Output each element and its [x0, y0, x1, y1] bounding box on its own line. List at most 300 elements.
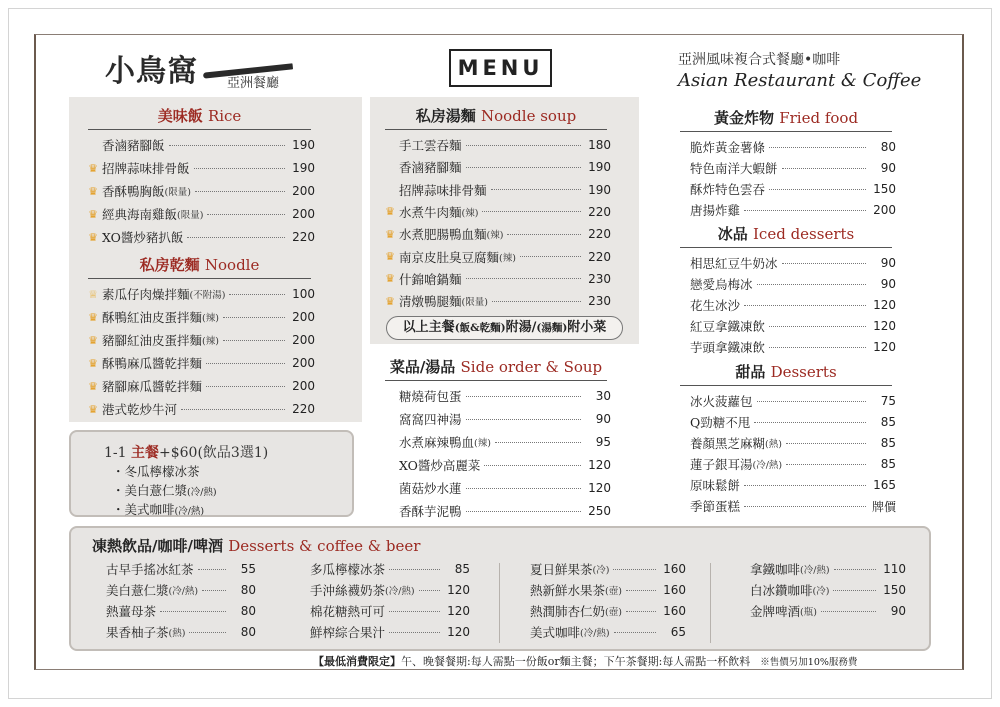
- menu-item: [92, 622, 256, 642]
- logo-sub-text: 亞洲餐廳: [227, 76, 280, 91]
- dot-leader: [786, 443, 866, 444]
- combo-option: ・冬瓜檸檬冰茶: [112, 464, 200, 479]
- dot-leader: [229, 294, 285, 295]
- menu-item-name: 特色南洋大蝦餅: [690, 161, 778, 176]
- dot-leader: [833, 590, 876, 591]
- section-title: [676, 223, 896, 244]
- menu-item: [296, 622, 470, 642]
- dot-leader: [466, 396, 581, 397]
- menu-item-price: 95: [595, 435, 611, 449]
- menu-item-price: 150: [873, 182, 896, 196]
- menu-item-price: 牌價: [871, 499, 896, 514]
- menu-item: [296, 580, 470, 600]
- dot-leader: [206, 363, 285, 364]
- menu-item: [84, 158, 315, 178]
- menu-item-note: (冷/熱): [752, 460, 783, 471]
- dot-leader: [466, 278, 581, 279]
- dot-leader: [757, 284, 866, 285]
- menu-item-price: 165: [873, 478, 896, 492]
- menu-item-name: 鮮榨綜合果汁: [310, 625, 386, 640]
- section-underline: [680, 131, 892, 132]
- crown-icon: ♛: [385, 250, 395, 263]
- menu-item-name: 什錦嗆鍋麵: [399, 271, 462, 287]
- menu-item-price: 200: [292, 184, 315, 198]
- section-title: [84, 254, 315, 275]
- dot-leader: [744, 506, 866, 507]
- menu-item-name: Q勁糖不甩: [690, 415, 751, 430]
- menu-item-price: 200: [292, 333, 315, 347]
- menu-item-name: 脆炸黃金薯條: [690, 140, 766, 155]
- menu-item: [736, 601, 906, 621]
- section-underline: [680, 247, 892, 248]
- menu-item-price: 120: [588, 458, 611, 472]
- dot-leader: [782, 263, 866, 264]
- crown-icon: ♛: [385, 272, 395, 286]
- dot-leader: [614, 632, 656, 633]
- menu-item-price: 200: [292, 356, 315, 370]
- menu-item-price: 120: [873, 340, 896, 354]
- section-title: [84, 105, 315, 126]
- menu-item: [676, 391, 896, 411]
- menu-item-price: 85: [454, 562, 470, 576]
- dot-leader: [482, 211, 581, 212]
- dot-leader: [520, 256, 581, 257]
- menu-item-price: 190: [588, 160, 611, 175]
- dot-leader: [206, 386, 285, 387]
- menu-item-name: 酥鴨麻瓜醬乾拌麵: [102, 356, 203, 371]
- menu-item-name: 手沖絲襪奶茶: [310, 583, 386, 598]
- menu-item-name: 豬腳麻瓜醬乾拌麵: [102, 379, 203, 394]
- menu-item-name: 多瓜檸檬冰茶: [310, 562, 386, 577]
- menu-item: [84, 399, 315, 419]
- menu-item-note: (冷): [812, 586, 830, 597]
- dot-leader: [189, 632, 226, 633]
- menu-item-price: 230: [588, 294, 611, 309]
- menu-item: [381, 455, 611, 475]
- menu-item-name: 豬腳紅油皮蛋拌麵: [102, 333, 203, 348]
- menu-item: [676, 475, 896, 495]
- menu-item-price: 200: [292, 207, 315, 221]
- crown-icon: ♛: [88, 207, 98, 221]
- menu-item-price: 85: [880, 436, 896, 450]
- column-divider: [710, 563, 711, 643]
- menu-item-price: 220: [588, 227, 611, 242]
- menu-item-note: (辣): [202, 336, 219, 347]
- menu-item-price: 120: [588, 481, 611, 495]
- menu-item-price: 120: [873, 298, 896, 312]
- menu-item: [84, 135, 315, 155]
- section-title-en: Noodle: [204, 256, 260, 274]
- menu-item-name: 花生冰沙: [690, 298, 741, 313]
- menu-item-name: 水煮肥腸鴨血麵: [399, 227, 487, 243]
- combo-title: 1-1 主餐+$60(飲品3選1): [104, 445, 269, 461]
- menu-item: [84, 284, 315, 304]
- menu-item-name: 果香柚子茶: [106, 625, 169, 640]
- menu-item-price: 250: [588, 504, 611, 518]
- menu-item: [676, 200, 896, 220]
- menu-item-price: 110: [883, 562, 906, 576]
- menu-item-note: (冷): [592, 565, 610, 576]
- menu-item-name: 香酥芋泥鴨: [399, 504, 462, 519]
- menu-item-price: 80: [240, 625, 256, 639]
- crown-icon: ♛: [385, 294, 395, 308]
- menu-item-name: 戀愛烏梅冰: [690, 277, 753, 292]
- menu-item-note: (辣): [474, 438, 491, 449]
- dot-leader: [466, 419, 581, 420]
- menu-item-name: 白冰鑽咖啡: [750, 583, 813, 598]
- menu-item: [92, 601, 256, 621]
- combo-option: ・美式咖啡(冷/熱): [112, 502, 205, 517]
- menu-item-note: (限量): [177, 210, 204, 221]
- menu-item-name: 經典海南雞飯: [102, 207, 178, 222]
- menu-item: [736, 580, 906, 600]
- menu-item-name: 手工雲吞麵: [399, 138, 462, 153]
- menu-item: [676, 454, 896, 474]
- section-title: [381, 105, 611, 126]
- menu-item-note: (不附湯): [189, 290, 226, 301]
- menu-item-price: 220: [588, 204, 611, 219]
- menu-item: [92, 580, 256, 600]
- menu-item-price: 120: [873, 319, 896, 333]
- menu-item-name: 清燉鴨腿麵: [399, 294, 462, 310]
- menu-item: [676, 496, 896, 516]
- menu-item-note: (辣): [499, 252, 516, 264]
- menu-item: [84, 227, 315, 247]
- crown-icon: ♛: [385, 227, 395, 241]
- menu-item-name: 香酥鴨胸飯: [102, 184, 165, 199]
- dot-leader: [466, 167, 581, 168]
- menu-item: [381, 269, 611, 289]
- menu-item-note: (瓶): [800, 607, 817, 618]
- menu-item-price: 200: [292, 310, 315, 324]
- menu-item: [676, 137, 896, 157]
- dot-leader: [491, 189, 581, 190]
- menu-item-name: 唐揚炸雞: [690, 203, 741, 218]
- menu-item: [676, 337, 896, 357]
- menu-item: [381, 432, 611, 452]
- crown-icon: ♛: [88, 310, 98, 324]
- menu-item-name: 水煮牛肉麵: [399, 204, 462, 220]
- dot-leader: [757, 401, 866, 402]
- menu-item-price: 190: [588, 182, 611, 197]
- dot-leader: [495, 442, 581, 443]
- menu-item: [516, 580, 686, 600]
- section-title-en: Iced desserts: [753, 225, 855, 243]
- menu-item: [381, 386, 611, 406]
- crown-icon: ♛: [88, 230, 98, 244]
- menu-item: [516, 601, 686, 621]
- menu-item-price: 120: [447, 625, 470, 639]
- dot-leader: [769, 147, 866, 148]
- brand-tagline-zh: 亞洲風味複合式餐廳•咖啡: [678, 52, 841, 68]
- menu-item: [676, 274, 896, 294]
- menu-item-price: 90: [880, 161, 896, 175]
- menu-item-note: (冷/熱): [580, 628, 610, 639]
- menu-item-name: 芋頭拿鐵凍飲: [690, 340, 766, 355]
- menu-item: [381, 157, 611, 177]
- dot-leader: [786, 464, 866, 465]
- menu-item: [381, 224, 611, 244]
- dot-leader: [834, 569, 876, 570]
- column-divider: [499, 563, 500, 643]
- menu-item: [92, 559, 256, 579]
- brand-tagline-en: Asian Restaurant & Coffee: [678, 70, 922, 91]
- combo-option: ・美白薏仁漿(冷/熱): [112, 483, 217, 498]
- menu-item-price: 85: [880, 415, 896, 429]
- dot-leader: [744, 210, 866, 211]
- section-title-en: Noodle soup: [481, 107, 577, 125]
- menu-item: [381, 202, 611, 222]
- dot-leader: [769, 326, 866, 327]
- menu-item: [676, 295, 896, 315]
- dot-leader: [626, 590, 656, 591]
- section-title-zh: 甜品: [735, 363, 766, 381]
- menu-item-price: 220: [292, 230, 315, 244]
- dot-leader: [160, 611, 226, 612]
- menu-item-price: 200: [873, 203, 896, 217]
- menu-item-price: 75: [880, 394, 896, 408]
- dot-leader: [187, 237, 285, 238]
- menu-item-note: (限量): [461, 297, 488, 309]
- menu-item-name: 熱新鮮水果茶: [530, 583, 606, 598]
- section-title-en: Side order & Soup: [460, 358, 603, 376]
- section-title-zh: 菜品/湯品: [389, 358, 456, 376]
- menu-item: [381, 247, 611, 267]
- menu-item-price: 65: [670, 625, 686, 639]
- dot-leader: [492, 301, 581, 302]
- dot-leader: [195, 191, 285, 192]
- dot-leader: [169, 145, 285, 146]
- menu-item-price: 230: [588, 271, 611, 286]
- menu-item-price: 190: [292, 161, 315, 175]
- menu-item-name: 古早手搖冰紅茶: [106, 562, 194, 577]
- dot-leader: [754, 422, 866, 423]
- section-title-zh: 冰品: [717, 225, 748, 243]
- menu-item-price: 220: [292, 402, 315, 416]
- crown-icon: ♛: [88, 379, 98, 393]
- menu-item: [84, 376, 315, 396]
- crown-icon: ♛: [88, 333, 98, 347]
- menu-item-price: 120: [447, 604, 470, 618]
- menu-item-note: (限量): [164, 187, 191, 198]
- section-title-zh: 美味飯: [157, 107, 203, 125]
- menu-item: [381, 501, 611, 521]
- menu-item-name: 招牌蒜味排骨麵: [399, 182, 487, 198]
- section-title-zh: 私房乾麵: [139, 256, 200, 274]
- dot-leader: [198, 569, 226, 570]
- menu-item-note: (熱): [168, 628, 186, 639]
- menu-item-name: 南京皮肚臭豆腐麵: [399, 249, 500, 265]
- dot-leader: [744, 305, 866, 306]
- menu-item-name: 養顏黑芝麻糊: [690, 436, 766, 451]
- dot-leader: [626, 611, 656, 612]
- menu-item: [516, 622, 686, 642]
- menu-item-price: 150: [883, 583, 906, 597]
- menu-item-name: 拿鐵咖啡: [750, 562, 801, 577]
- menu-item-note: (辣): [202, 313, 219, 324]
- menu-item-note: (冷/熱): [168, 586, 199, 597]
- drinks-title: 凍熱飲品/咖啡/啤酒 Desserts & coffee & beer: [92, 537, 421, 555]
- menu-item-price: 55: [240, 562, 256, 576]
- menu-item: [381, 180, 611, 200]
- menu-item-price: 190: [292, 138, 315, 152]
- menu-item-price: 100: [292, 287, 315, 301]
- menu-item: [381, 135, 611, 155]
- menu-item-name: 紅豆拿鐵凍飲: [690, 319, 766, 334]
- menu-item-price: 80: [240, 604, 256, 618]
- dot-leader: [466, 488, 581, 489]
- dot-leader: [223, 340, 285, 341]
- dot-leader: [507, 234, 581, 235]
- menu-item-name: 熱潤肺杏仁奶: [530, 604, 606, 619]
- menu-item-note: (熱): [765, 439, 782, 450]
- menu-item: [381, 478, 611, 498]
- dot-leader: [769, 347, 866, 348]
- menu-item-name: 夏日鮮果茶: [530, 562, 593, 577]
- menu-item: [296, 601, 470, 621]
- crown-icon: ♛: [88, 356, 98, 370]
- menu-item-name: 香滷豬腳飯: [102, 138, 165, 153]
- menu-item-price: 80: [240, 583, 256, 597]
- dot-leader: [769, 189, 866, 190]
- section-underline: [385, 380, 607, 381]
- menu-item: [676, 158, 896, 178]
- section-underline: [680, 385, 892, 386]
- dot-leader: [181, 409, 285, 410]
- menu-item-name: 菌菇炒水蓮: [399, 481, 462, 496]
- menu-item-note: (冷/熱): [800, 565, 830, 576]
- menu-item-name: XO醬炒高麗菜: [399, 458, 481, 473]
- crown-icon: ♕: [88, 287, 98, 301]
- menu-item-name: 季節蛋糕: [690, 499, 741, 514]
- section-title: [676, 107, 896, 128]
- dot-leader: [389, 611, 440, 612]
- logo-main-text: 小鳥窩: [105, 54, 198, 89]
- section-title-zh: 私房湯麵: [415, 107, 476, 125]
- menu-item-price: 200: [292, 379, 315, 393]
- menu-item-name: 糖燒荷包蛋: [399, 389, 462, 404]
- dot-leader: [194, 168, 285, 169]
- menu-item-price: 30: [595, 389, 611, 403]
- menu-item-name: 窩窩四神湯: [399, 412, 462, 427]
- dot-leader: [484, 465, 581, 466]
- crown-icon: ♛: [88, 402, 98, 416]
- menu-item-name: XO醬炒豬扒飯: [102, 230, 184, 245]
- section-underline: [385, 129, 607, 130]
- dot-leader: [419, 590, 440, 591]
- dot-leader: [782, 168, 866, 169]
- menu-item-name: 酥炸特色雲吞: [690, 182, 766, 197]
- menu-item-name: 香滷豬腳麵: [399, 160, 462, 176]
- menu-heading: MENU: [449, 49, 552, 87]
- menu-item-price: 180: [588, 138, 611, 152]
- section-title: [676, 361, 896, 382]
- menu-item-price: 90: [595, 412, 611, 426]
- menu-item-price: 160: [663, 562, 686, 576]
- menu-item-name: 水煮麻辣鴨血: [399, 435, 475, 450]
- restaurant-logo: [105, 52, 295, 92]
- menu-item: [84, 330, 315, 350]
- menu-item-name: 港式乾炒牛河: [102, 402, 178, 417]
- menu-item-note: (壺): [605, 607, 622, 618]
- dot-leader: [202, 590, 226, 591]
- menu-item-price: 90: [880, 256, 896, 270]
- menu-item: [676, 433, 896, 453]
- menu-item-name: 相思紅豆牛奶冰: [690, 256, 778, 271]
- crown-icon: ♛: [88, 161, 98, 175]
- menu-item: [516, 559, 686, 579]
- dot-leader: [223, 317, 285, 318]
- menu-item-price: 80: [880, 140, 896, 154]
- menu-item: [676, 316, 896, 336]
- section-title-en: Rice: [207, 107, 242, 125]
- combo-panel: [69, 430, 354, 517]
- main-course-note: 以上主餐(飯&乾麵)附湯/(湯麵)附小菜: [386, 316, 623, 340]
- menu-item-name: 酥鴨紅油皮蛋拌麵: [102, 310, 203, 325]
- menu-item: [676, 179, 896, 199]
- menu-item-name: 原味鬆餅: [690, 478, 741, 493]
- menu-item: [676, 412, 896, 432]
- dot-leader: [389, 632, 440, 633]
- menu-item-name: 金牌啤酒: [750, 604, 801, 619]
- menu-item: [676, 253, 896, 273]
- menu-item-price: 90: [890, 604, 906, 618]
- menu-item-name: 蓮子銀耳湯: [690, 457, 753, 472]
- menu-item-name: 棉花糖熱可可: [310, 604, 386, 619]
- menu-item-note: (壺): [605, 586, 622, 597]
- menu-item-name: 美式咖啡: [530, 625, 581, 640]
- menu-item: [381, 291, 611, 311]
- menu-item-name: 美白薏仁漿: [106, 583, 169, 598]
- menu-item-price: 160: [663, 604, 686, 618]
- minimum-charge-note: 【最低消費限定】午、晚餐餐期:每人需點一份飯or麵主餐；下午茶餐期:每人需點一杯飲料 ※售價另加10%服務費: [313, 655, 858, 668]
- menu-item: [84, 204, 315, 224]
- menu-item: [296, 559, 470, 579]
- menu-item: [381, 409, 611, 429]
- menu-item-price: 90: [880, 277, 896, 291]
- menu-item-name: 冰火菠蘿包: [690, 394, 753, 409]
- dot-leader: [466, 511, 581, 512]
- section-title-en: Fried food: [779, 109, 859, 127]
- dot-leader: [389, 569, 440, 570]
- dot-leader: [613, 569, 656, 570]
- menu-item-price: 120: [447, 583, 470, 597]
- dot-leader: [744, 485, 866, 486]
- menu-item-note: (辣): [486, 230, 504, 242]
- menu-item: [84, 181, 315, 201]
- section-title-zh: 黃金炸物: [713, 109, 774, 127]
- menu-item: [736, 559, 906, 579]
- section-title-en: Desserts: [770, 363, 837, 381]
- section-underline: [88, 278, 311, 279]
- menu-item-price: 220: [588, 249, 611, 264]
- menu-item-note: (辣): [461, 207, 479, 219]
- dot-leader: [821, 611, 876, 612]
- menu-item: [84, 307, 315, 327]
- menu-item-price: 160: [663, 583, 686, 597]
- crown-icon: ♛: [88, 184, 98, 198]
- menu-item-price: 85: [880, 457, 896, 471]
- menu-item-name: 熱薑母茶: [106, 604, 157, 619]
- dot-leader: [207, 214, 285, 215]
- menu-item-name: 素瓜仔肉燥拌麵: [102, 287, 190, 302]
- crown-icon: ♛: [385, 205, 395, 219]
- menu-item-note: (冷/熱): [385, 586, 415, 597]
- dot-leader: [466, 145, 581, 146]
- section-title: [381, 356, 611, 377]
- menu-item-name: 招牌蒜味排骨飯: [102, 161, 190, 176]
- menu-item: [84, 353, 315, 373]
